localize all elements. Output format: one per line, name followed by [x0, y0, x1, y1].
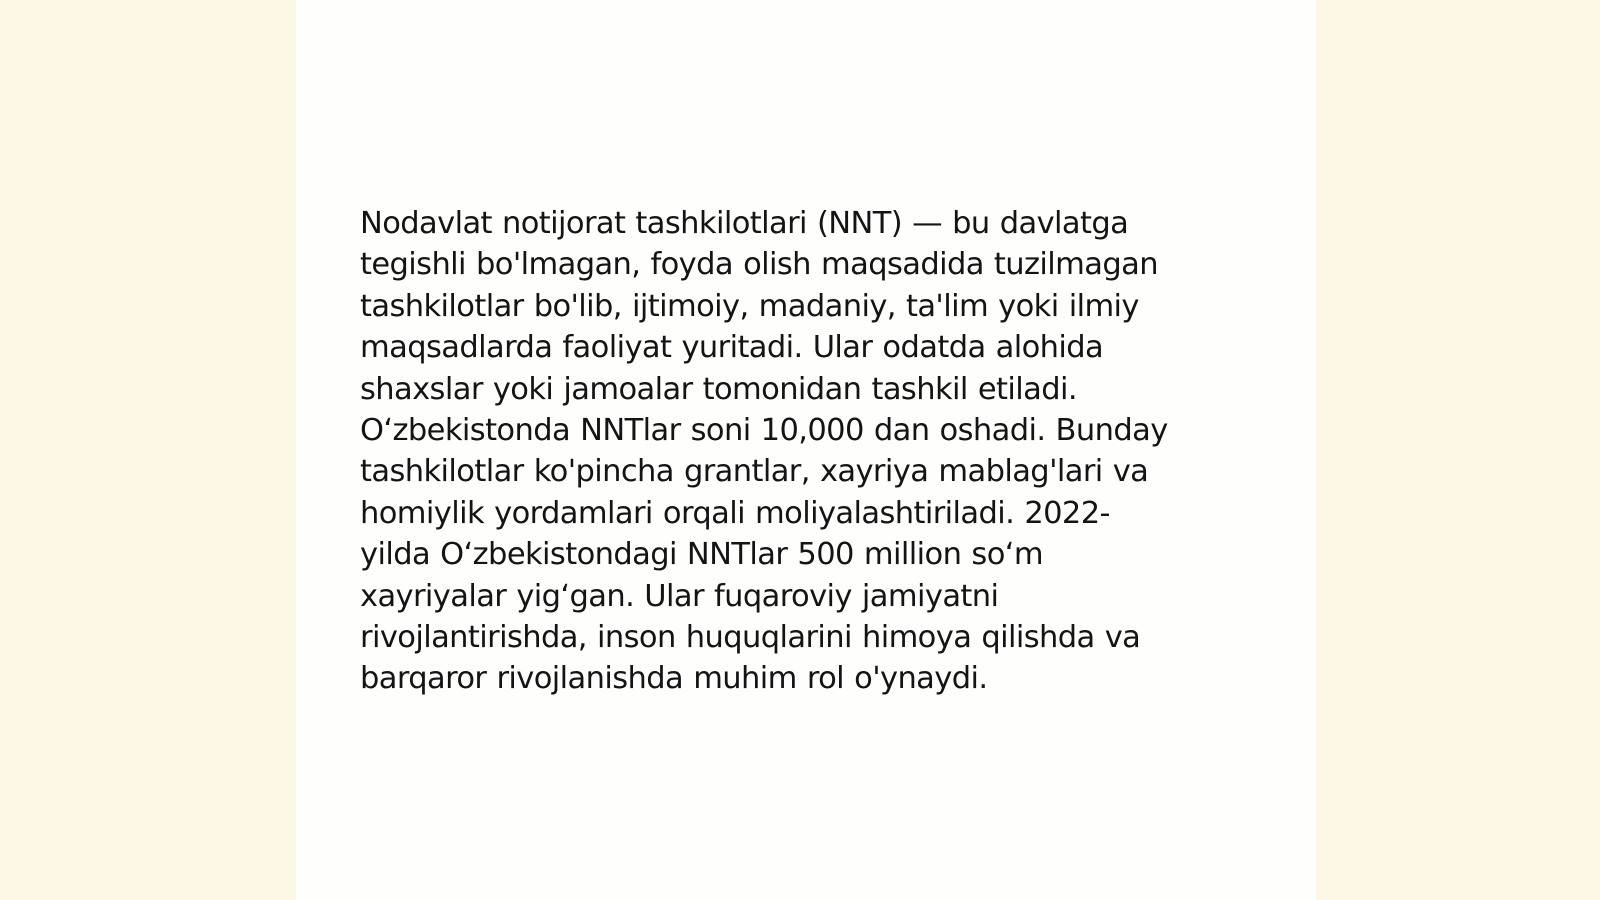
paragraph-line: yilda O‘zbekistondagi NNTlar 500 million so‘m — [360, 537, 1043, 573]
paragraph-line: tashkilotlar bo'lib, ijtimoiy, madaniy, ta'lim yoki ilmiy — [360, 288, 1139, 324]
paragraph-line: rivojlantirishda, inson huquqlarini himoya qilishda va — [360, 620, 1141, 656]
paragraph-line: homiylik yordamlari orqali moliyalashtiriladi. 2022- — [360, 495, 1110, 531]
paragraph-line: Nodavlat notijorat tashkilotlari (NNT) — bu davlatga — [360, 206, 1129, 241]
paragraph-line: shaxslar yoki jamoalar tomonidan tashkil etiladi. — [360, 371, 1077, 407]
paragraph-line: tashkilotlar ko'pincha grantlar, xayriya mablag'lari va — [360, 454, 1149, 490]
paragraph-line: tegishli bo'lmagan, foyda olish maqsadida tuzilmagan — [360, 247, 1158, 283]
body-paragraph — [360, 203, 1250, 700]
paragraph-line: barqaror rivojlanishda muhim rol o'ynaydi. — [360, 661, 988, 697]
paragraph-line: xayriyalar yig‘gan. Ular fuqaroviy jamiyatni — [360, 578, 999, 614]
paragraph-line: maqsadlarda faoliyat yuritadi. Ular odatda alohida — [360, 330, 1104, 366]
document-page — [296, 0, 1316, 900]
paragraph-line: O‘zbekistonda NNTlar soni 10,000 dan oshadi. Bunday — [360, 413, 1168, 449]
